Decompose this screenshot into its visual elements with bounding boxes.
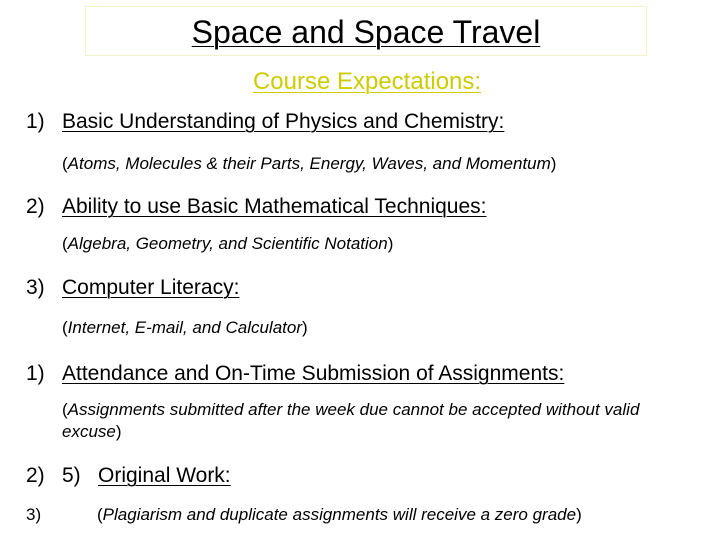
- item-detail: (Atoms, Molecules & their Parts, Energy, Waves, and Momentum): [62, 154, 557, 173]
- item-detail-text: Plagiarism and duplicate assignments will receive a zero grade: [102, 505, 577, 524]
- item-sub-number: 5): [62, 464, 81, 487]
- item-detail-text: Atoms, Molecules & their Parts, Energy, Waves, and Momentum: [67, 154, 551, 173]
- item-number: 2): [26, 464, 45, 487]
- item-heading: Ability to use Basic Mathematical Techniques:: [62, 195, 487, 218]
- item-detail-text: Assignments submitted after the week due cannot be accepted without valid excuse: [62, 400, 640, 441]
- section-subtitle: Course Expectations:: [252, 68, 482, 95]
- item-heading: Basic Understanding of Physics and Chemistry:: [62, 110, 505, 133]
- item-detail: (Plagiarism and duplicate assignments will receive a zero grade): [97, 505, 582, 524]
- item-number: 3): [26, 505, 42, 524]
- page-title: Space and Space Travel: [191, 14, 541, 50]
- item-heading: Computer Literacy:: [62, 276, 240, 299]
- item-heading: Attendance and On-Time Submission of Assignments:: [62, 362, 565, 385]
- item-number: 1): [26, 362, 45, 385]
- list-item: [26, 275, 239, 301]
- item-number: 3): [26, 276, 45, 299]
- list-item: [26, 463, 231, 489]
- list-item: [26, 361, 564, 387]
- item-number: 1): [26, 110, 45, 133]
- item-detail: (Internet, E-mail, and Calculator): [62, 318, 308, 337]
- list-item: [26, 194, 487, 220]
- item-detail: (Algebra, Geometry, and Scientific Notation): [62, 234, 394, 253]
- item-heading: Original Work:: [98, 464, 231, 487]
- list-item: [26, 109, 504, 135]
- item-detail: (Assignments submitted after the week due cannot be accepted without valid excuse): [62, 400, 640, 441]
- item-detail-text: Algebra, Geometry, and Scientific Notation: [67, 234, 388, 253]
- item-number: 2): [26, 195, 45, 218]
- item-detail-text: Internet, E-mail, and Calculator: [67, 318, 303, 337]
